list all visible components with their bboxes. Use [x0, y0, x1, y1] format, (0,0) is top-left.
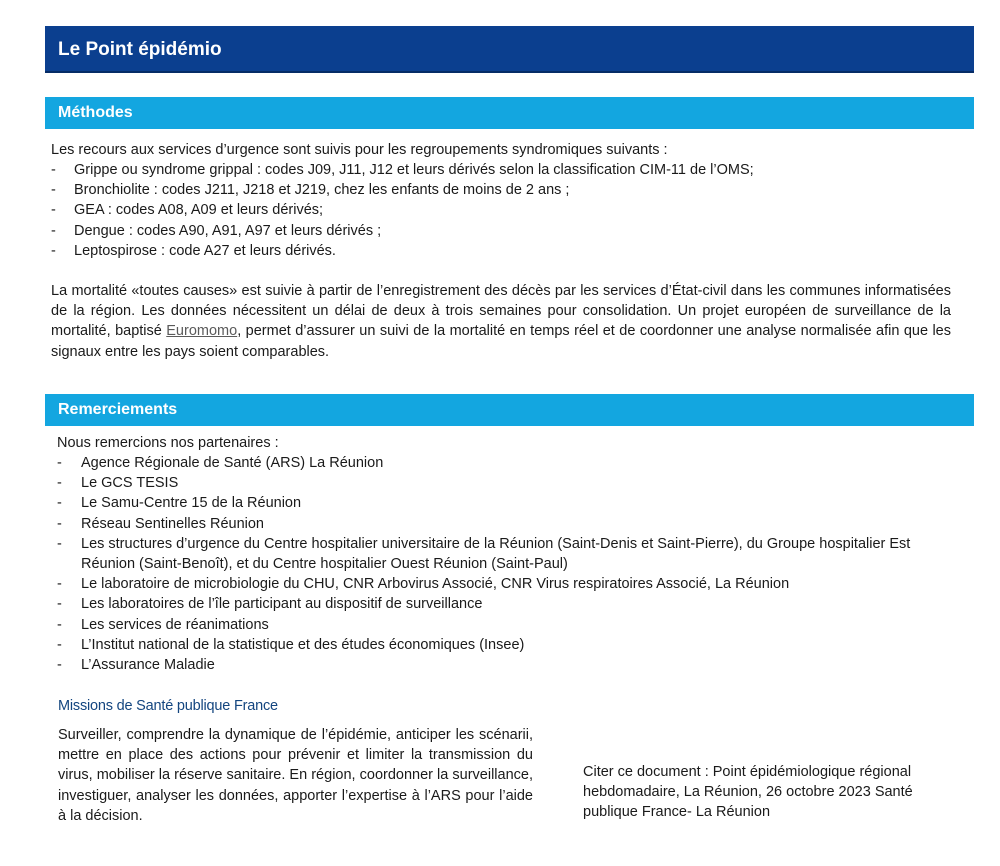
- dash-bullet: -: [57, 657, 62, 674]
- list-item: - L’Institut national de la statistique et des études économiques (Insee): [57, 635, 957, 655]
- section-heading-remerciements: Remerciements: [45, 394, 974, 426]
- page-title: Le Point épidémio: [45, 26, 974, 73]
- list-item: - Bronchiolite : codes J211, J218 et J219, chez les enfants de moins de 2 ans ;: [51, 180, 961, 200]
- mortalite-paragraph: La mortalité «toutes causes» est suivie à partir de l’enregistrement des décès par les services d’État-civil dans les communes informatisées de la région. Les données nécessitent un délai de deux à trois semaines pour consolidation. Un projet européen de surveillance de la mortalité, baptisé Euromomo, permet d’assurer un suivi de la mortalité en temps réel et de coordonner une analyse normalisée afin que les signaux entre les pays soient comparables.: [51, 283, 951, 360]
- dash-bullet: -: [57, 455, 62, 471]
- missions-body: Surveiller, comprendre la dynamique de l’épidémie, anticiper les scénarii, mettre en place des actions pour prévenir et limiter la transmission du virus, mobiliser la réserve sanitaire. En région, coordonner la surveillance, investiguer, analyser les données, apporter l’expertise à l’ARS pour l’aide à la décision.: [58, 727, 533, 824]
- dash-bullet: -: [57, 495, 62, 512]
- methodes-intro: Les recours aux services d’urgence sont suivis pour les regroupements syndromiques suivants :: [51, 142, 668, 158]
- dash-bullet: -: [51, 242, 56, 259]
- dash-bullet: -: [51, 182, 56, 199]
- dash-bullet: -: [51, 202, 56, 219]
- list-item: - Le GCS TESIS: [57, 473, 957, 493]
- dash-bullet: -: [51, 222, 56, 239]
- list-item: - Le laboratoire de microbiologie du CHU, CNR Arbovirus Associé, CNR Virus respiratoires Associé, La Réunion: [57, 574, 957, 594]
- list-item: - GEA : codes A08, A09 et leurs dérivés;: [51, 200, 961, 220]
- dash-bullet: -: [51, 162, 56, 178]
- list-item: - Les laboratoires de l’île participant au dispositif de surveillance: [57, 594, 957, 614]
- missions-title: Missions de Santé publique France: [58, 698, 278, 714]
- dash-bullet: -: [57, 515, 62, 532]
- dash-bullet: -: [57, 576, 62, 593]
- methodes-list: [51, 160, 961, 261]
- dash-bullet: -: [57, 475, 62, 492]
- remerciements-list: [57, 453, 957, 675]
- list-item: - Leptospirose : code A27 et leurs dérivés.: [51, 241, 961, 261]
- citation-text: Citer ce document : Point épidémiologique régional hebdomadaire, La Réunion, 26 octobre 2023 Santé publique France- La Réunion: [583, 764, 913, 821]
- section-heading-methodes: Méthodes: [45, 97, 974, 129]
- dash-bullet: -: [57, 535, 62, 552]
- list-item: - L’Assurance Maladie: [57, 655, 957, 675]
- list-item: - Les structures d’urgence du Centre hospitalier universitaire de la Réunion (Saint-Denis et Saint-Pierre), du Groupe hospitalier Est Réunion (Saint-Benoît), et du Centre hospitalier Ouest Réunion (Saint-Paul): [57, 535, 911, 573]
- remerciements-intro: Nous remercions nos partenaires :: [57, 435, 279, 451]
- dash-bullet: -: [57, 596, 62, 613]
- list-item: - Réseau Sentinelles Réunion: [57, 514, 957, 534]
- list-item: - Le Samu-Centre 15 de la Réunion: [57, 493, 957, 513]
- dash-bullet: -: [57, 616, 62, 633]
- euromomo-link[interactable]: Euromomo: [166, 323, 238, 340]
- list-item: - Les services de réanimations: [57, 615, 957, 635]
- list-item: - Dengue : codes A90, A91, A97 et leurs dérivés ;: [51, 221, 961, 241]
- list-item: - Grippe ou syndrome grippal : codes J09, J11, J12 et leurs dérivés selon la classification CIM-11 de l’OMS;: [51, 160, 961, 180]
- list-item: - Agence Régionale de Santé (ARS) La Réunion: [57, 453, 957, 473]
- dash-bullet: -: [57, 636, 62, 653]
